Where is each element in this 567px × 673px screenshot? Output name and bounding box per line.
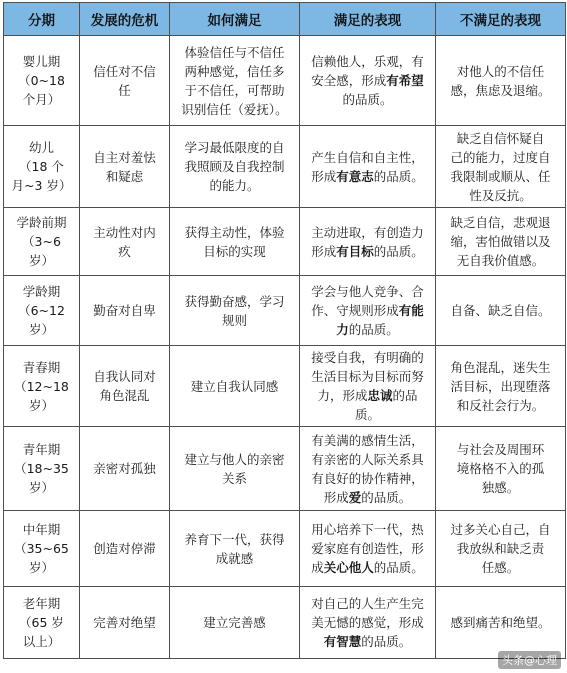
cell-crisis: 亲密对孤独 — [80, 427, 170, 511]
positive-quality: 有意志 — [336, 168, 374, 184]
table-row — [4, 276, 566, 346]
positive-suffix: 的品质。 — [361, 634, 412, 649]
positive-suffix: 的品质。 — [354, 388, 418, 422]
positive-suffix: 的品质。 — [361, 489, 412, 505]
cell-stage: 中年期 （35~65 岁） — [4, 511, 80, 587]
table-row — [4, 126, 566, 208]
cell-stage: 学龄期 （6~12 岁） — [4, 276, 80, 346]
cell-negative: 角色混乱，迷失生 活目标，出现堕落 和反社会行为。 — [436, 346, 566, 427]
cell-negative: 缺乏自信怀疑自 己的能力，过度自 我限制或顺从、任 性及反抗。 — [436, 126, 566, 208]
header-crisis: 发展的危机 — [80, 3, 170, 36]
cell-stage: 婴儿期 （0~18 个月） — [4, 36, 80, 126]
cell-how: 获得主动性，体验 目标的实现 — [170, 208, 300, 276]
positive-quality: 有智慧 — [323, 634, 362, 649]
positive-suffix: 的品质。 — [342, 92, 393, 107]
positive-quality: 有希望 — [386, 73, 424, 88]
watermark: 头条@心理 — [498, 651, 561, 669]
cell-stage: 学龄前期 （3~6 岁） — [4, 208, 80, 276]
cell-positive — [300, 511, 436, 587]
cell-crisis: 主动性对内 疚 — [80, 208, 170, 276]
psychosocial-stages-table — [3, 2, 566, 659]
cell-stage: 幼儿 （18 个 月~3 岁） — [4, 126, 80, 208]
positive-suffix: 的品质。 — [373, 243, 424, 259]
positive-quality: 有能 力 — [336, 303, 424, 337]
cell-stage: 青年期 （18~35 岁） — [4, 427, 80, 511]
positive-quality: 关心他人 — [323, 560, 374, 575]
cell-positive — [300, 36, 436, 126]
cell-negative: 与社会及周围环 境格格不入的孤 独感。 — [436, 427, 566, 511]
header-positive: 满足的表现 — [300, 3, 436, 36]
cell-crisis: 自我认同对 角色混乱 — [80, 346, 170, 427]
cell-crisis: 信任对不信 任 — [80, 36, 170, 126]
cell-positive — [300, 126, 436, 208]
cell-how: 体验信任与不信任 两种感觉，信任多 于不信任，可帮助 识别信任（爱抚）。 — [170, 36, 300, 126]
cell-stage: 老年期 （65 岁 以上） — [4, 587, 80, 659]
cell-crisis: 完善对绝望 — [80, 587, 170, 659]
positive-text: 接受自我，有明确的 生活目标为目标而努 力，形成 — [311, 350, 424, 403]
positive-quality: 忠诚 — [367, 388, 393, 403]
cell-how: 建立自我认同感 — [170, 346, 300, 427]
header-stage: 分期 — [4, 3, 80, 36]
positive-text: 对自己的人生产生完 美无憾的感觉，形成 — [311, 596, 424, 630]
cell-positive — [300, 587, 436, 659]
cell-how: 建立与他人的亲密 关系 — [170, 427, 300, 511]
positive-suffix: 的品质。 — [348, 322, 399, 337]
cell-how: 学习最低限度的自 我照顾及自我控制 的能力。 — [170, 126, 300, 208]
cell-crisis: 勤奋对自卑 — [80, 276, 170, 346]
positive-text: 主动进取，有创造力 形成 — [311, 224, 424, 259]
positive-text: 有美满的感情生活， 有亲密的人际关系具 有良好的协作精神， 形成 — [311, 432, 424, 505]
positive-suffix: 的品质。 — [373, 168, 424, 184]
header-negative: 不满足的表现 — [436, 3, 566, 36]
positive-text: 学会与他人竞争、合 作、守规则形成 — [311, 284, 424, 318]
document-page — [0, 2, 567, 673]
header-how: 如何满足 — [170, 3, 300, 36]
table-row — [4, 208, 566, 276]
cell-how: 建立完善感 — [170, 587, 300, 659]
cell-positive — [300, 427, 436, 511]
table-row — [4, 511, 566, 587]
cell-negative: 自备、缺乏自信。 — [436, 276, 566, 346]
cell-crisis: 自主对羞怯 和疑虑 — [80, 126, 170, 208]
table-header-row — [4, 3, 566, 36]
positive-quality: 爱 — [348, 489, 362, 505]
cell-how: 养育下一代，获得 成就感 — [170, 511, 300, 587]
cell-positive — [300, 346, 436, 427]
table-row — [4, 427, 566, 511]
table-row — [4, 36, 566, 126]
cell-negative: 过多关心自己，自 我放纵和缺乏责 任感。 — [436, 511, 566, 587]
table-row — [4, 346, 566, 427]
positive-text: 产生自信和自主性， 形成 — [311, 149, 424, 184]
cell-negative: 感到痛苦和绝望。 — [436, 587, 566, 659]
positive-suffix: 的品质。 — [373, 560, 424, 575]
table-row — [4, 587, 566, 659]
positive-quality: 有目标 — [336, 243, 374, 259]
cell-stage: 青春期 （12~18 岁） — [4, 346, 80, 427]
cell-negative: 缺乏自信，悲观退 缩，害怕做错以及 无自我价值感。 — [436, 208, 566, 276]
cell-crisis: 创造对停滞 — [80, 511, 170, 587]
cell-how: 获得勤奋感，学习 规则 — [170, 276, 300, 346]
positive-text: 信赖他人，乐观，有 安全感，形成 — [311, 54, 424, 88]
positive-text: 用心培养下一代，热 爱家庭有创造性，形 成 — [311, 522, 424, 575]
cell-positive — [300, 276, 436, 346]
cell-positive — [300, 208, 436, 276]
cell-negative: 对他人的不信任 感，焦虑及退缩。 — [436, 36, 566, 126]
